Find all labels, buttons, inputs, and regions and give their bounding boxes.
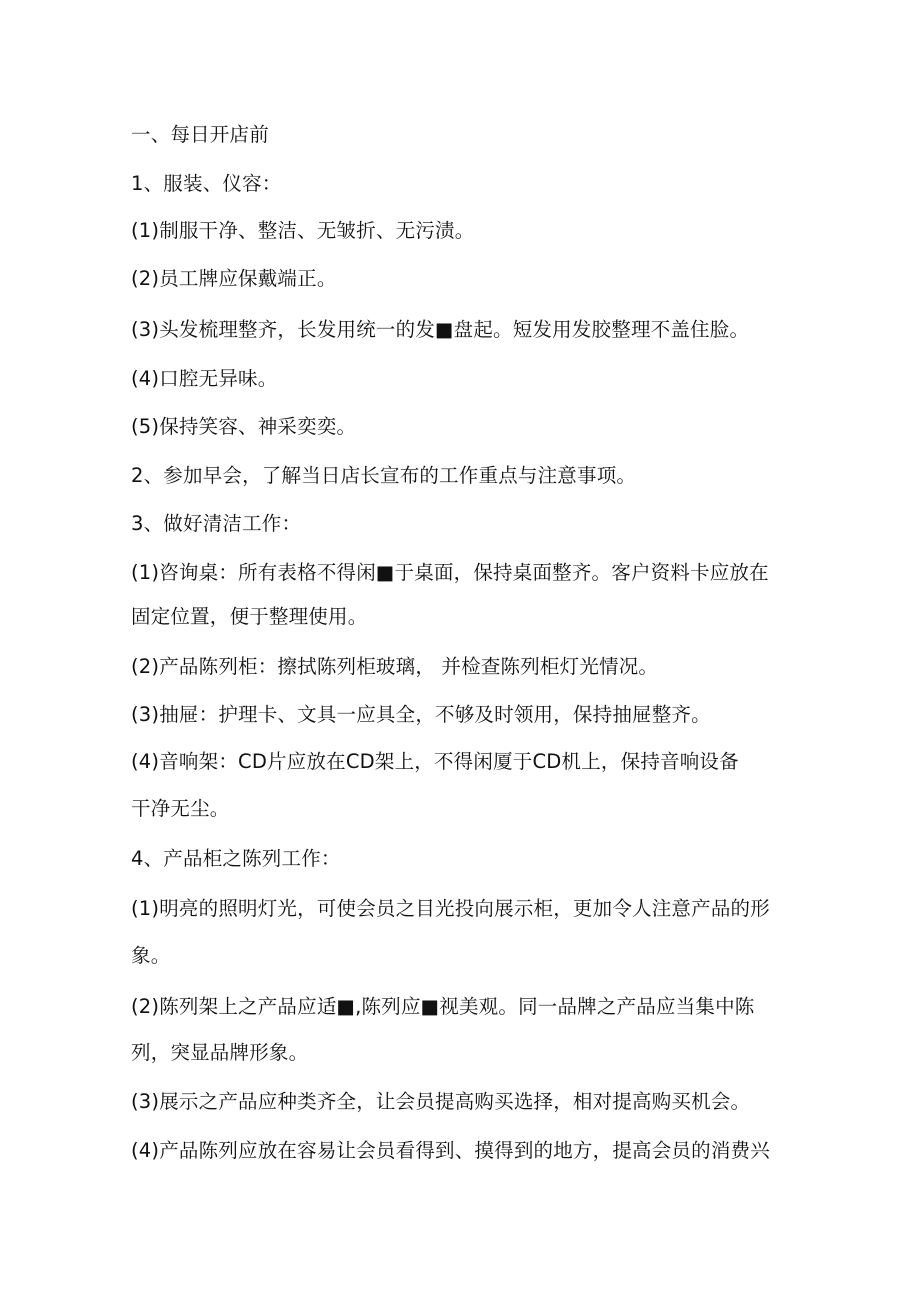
sub-item: (3)展示之产品应种类齐全，让会员提高购买选择，相对提高购买机会。	[131, 1090, 751, 1113]
sub-item-continuation: 列，突显品牌形象。	[131, 1041, 309, 1064]
sub-item: (4)产品陈列应放在容易让会员看得到、摸得到的地方，提高会员的消费兴	[131, 1139, 770, 1162]
sub-item: (1)咨询桌：所有表格不得闲■于桌面，保持桌面整齐。客户资料卡应放在	[131, 561, 769, 584]
sub-item: (1)明亮的照明灯光，可使会员之目光投向展示柜，更加令人注意产品的形	[131, 897, 770, 920]
sub-item: (5)保持笑容、神采奕奕。	[131, 415, 357, 438]
item-heading: 3、做好清洁工作：	[131, 512, 302, 535]
sub-item: (2)陈列架上之产品应适■,陈列应■视美观。同一品牌之产品应当集中陈	[131, 995, 755, 1018]
item-heading: 4、产品柜之陈列工作：	[131, 847, 341, 870]
sub-item: (4)口腔无异味。	[131, 367, 278, 390]
sub-item: (2)员工牌应保戴端正。	[131, 267, 337, 290]
sub-item-continuation: 干净无尘。	[131, 797, 230, 820]
sub-item: (3)头发梳理整齐，长发用统一的发■盘起。短发用发胶整理不盖住脸。	[131, 318, 750, 341]
sub-item: (4)音响架：CD片应放在CD架上，不得闲厦于CD机上，保持音响设备	[131, 750, 739, 773]
item-heading: 2、参加早会，了解当日店长宣布的工作重点与注意事项。	[131, 464, 637, 487]
sub-item: (2)产品陈列柜：擦拭陈列柜玻璃， 并检查陈列柜灯光情况。	[131, 655, 659, 678]
sub-item-continuation: 固定位置，便于整理使用。	[131, 605, 368, 628]
sub-item: (1)制服干净、整洁、无皱折、无污渍。	[131, 219, 475, 242]
sub-item: (3)抽屉：护理卡、文具一应具全，不够及时领用，保持抽屉整齐。	[131, 703, 711, 726]
item-heading: 1、服装、仪容：	[131, 172, 282, 195]
section-heading: 一、每日开店前	[131, 123, 269, 146]
sub-item-continuation: 象。	[131, 944, 171, 967]
